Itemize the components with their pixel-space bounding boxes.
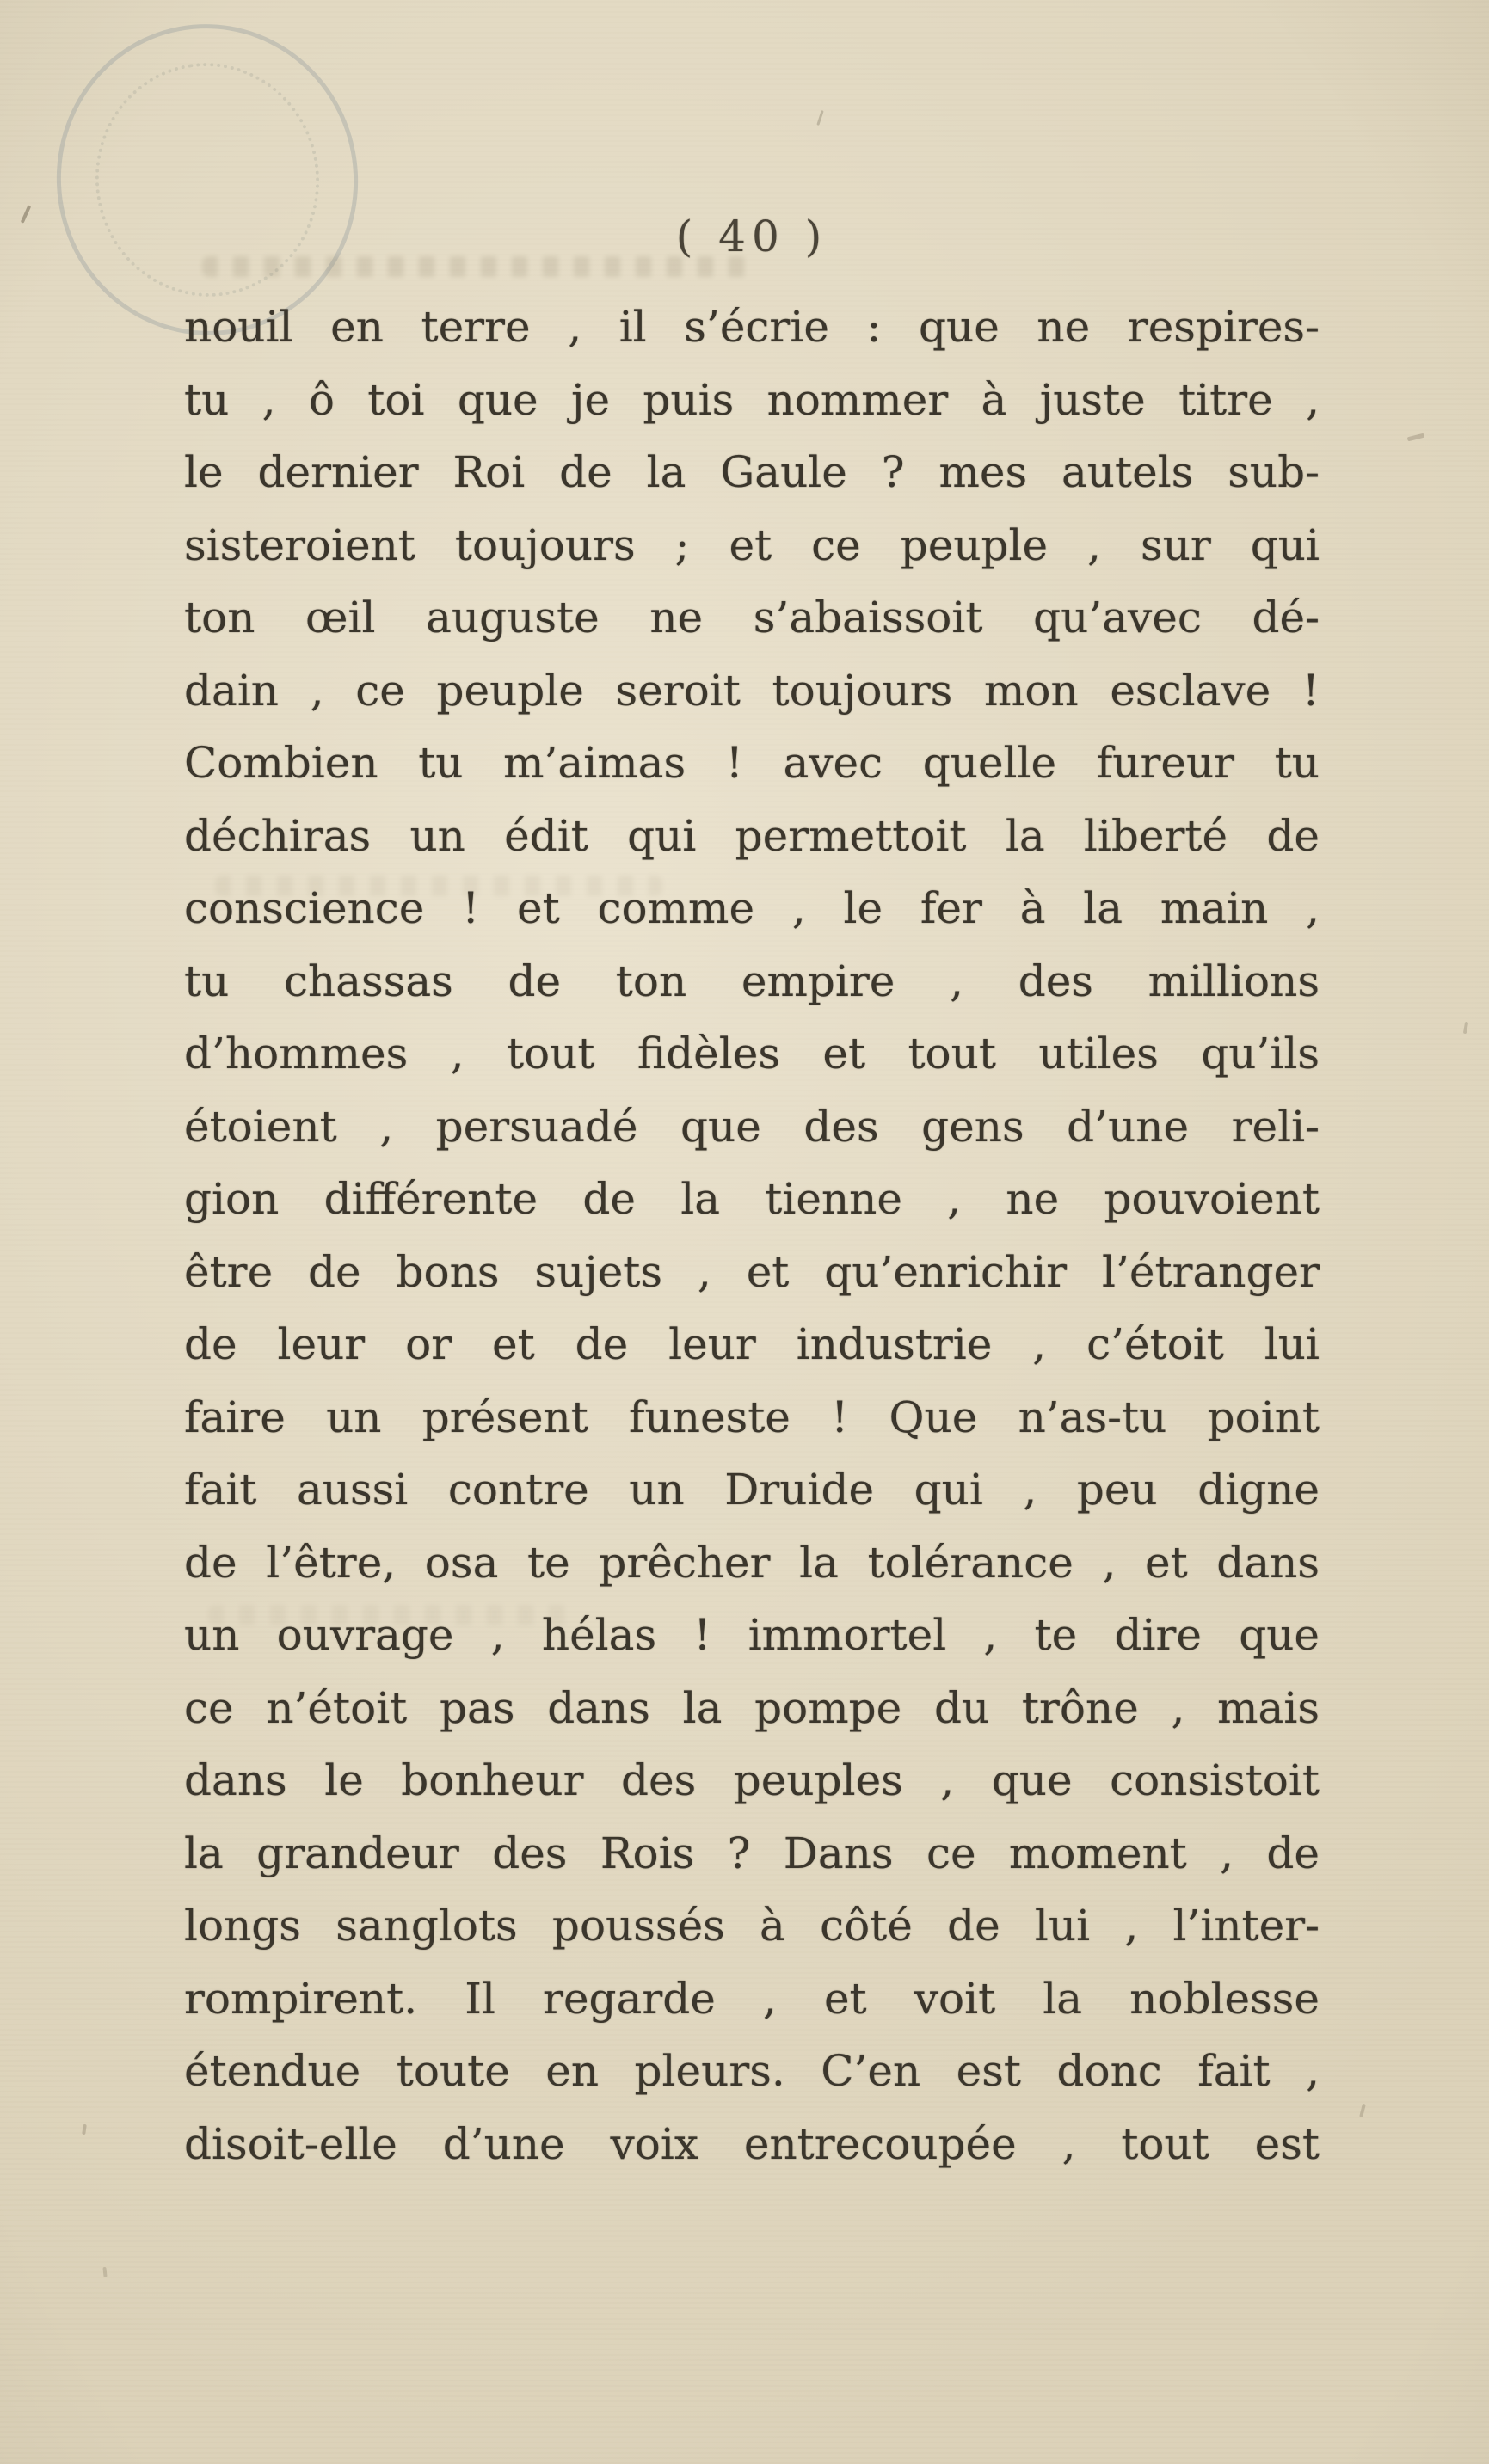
text-line: de leur or et de leur industrie , c’étoit lui [184, 1319, 1320, 1369]
text-line: ce n’étoit pas dans la pompe du trône , mais [184, 1682, 1320, 1733]
text-line: disoit-elle d’une voix entrecoupée , tout est [184, 2118, 1320, 2169]
text-line: faire un présent funeste ! Que n’as-tu point [184, 1392, 1320, 1442]
text-line: dans le bonheur des peuples , que consistoit [184, 1755, 1320, 1805]
text-line: longs sanglots poussés à côté de lui , l’inter- [184, 1901, 1320, 1951]
page-number: ( 40 ) [675, 212, 828, 261]
text-line: conscience ! et comme , le fer à la main , [184, 883, 1320, 933]
text-line: fait aussi contre un Druide qui , peu digne [184, 1465, 1320, 1515]
paper-speck [102, 2267, 107, 2277]
text-line: gion différente de la tienne , ne pouvoient [184, 1174, 1320, 1224]
text-line: tu , ô toi que je puis nommer à juste titre , [184, 374, 1320, 425]
text-line: ton œil auguste ne s’abaissoit qu’avec dé- [184, 593, 1320, 642]
text-line: sisteroient toujours ; et ce peuple , sur qui [184, 519, 1320, 570]
text-line: la grandeur des Rois ? Dans ce moment , de [184, 1828, 1320, 1878]
page-text-block [184, 291, 1320, 2180]
paper-speck [1463, 1022, 1468, 1034]
text-line: rompirent. Il regarde , et voit la noblesse [184, 1973, 1320, 2024]
paper-speck [21, 205, 32, 224]
text-line: étendue toute en pleurs. C’en est donc fait , [184, 2046, 1320, 2096]
text-line: étoient , persuadé que des gens d’une reli- [184, 1101, 1320, 1152]
paper-speck [1359, 2104, 1366, 2117]
text-line: le dernier Roi de la Gaule ? mes autels sub- [184, 447, 1320, 497]
paper-speck [82, 2124, 87, 2135]
text-line: être de bons sujets , et qu’enrichir l’étranger [184, 1246, 1320, 1297]
text-line: nouil en terre , il s’écrie : que ne respires- [184, 302, 1320, 352]
text-line: tu chassas de ton empire , des millions [184, 955, 1320, 1006]
text-line: dain , ce peuple seroit toujours mon esclave ! [184, 665, 1320, 716]
text-line: un ouvrage , hélas ! immortel , te dire que [184, 1610, 1320, 1660]
text-line: de l’être, osa te prêcher la tolérance , et dans [184, 1537, 1320, 1588]
text-line: déchiras un édit qui permettoit la liberté de [184, 810, 1320, 861]
paper-speck [1407, 433, 1425, 442]
text-line: d’hommes , tout fidèles et tout utiles qu’ils [184, 1029, 1320, 1078]
text-line: Combien tu m’aimas ! avec quelle fureur tu [184, 738, 1320, 788]
paper-speck [816, 110, 823, 126]
